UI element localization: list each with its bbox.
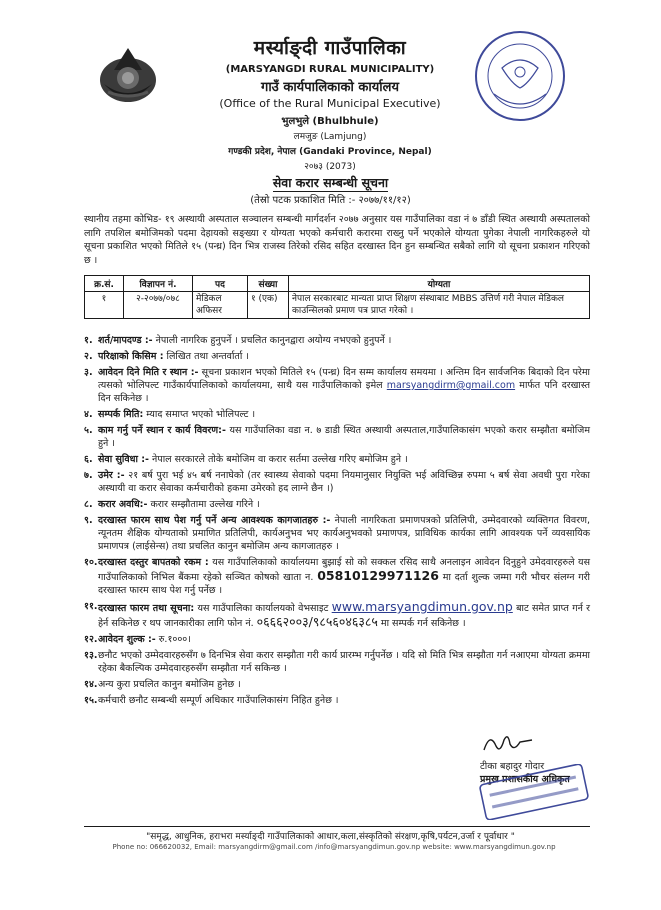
table-row: [85, 292, 590, 319]
item-number: ४.: [84, 409, 93, 420]
email-link[interactable]: marsyangdirm@gmail.com: [386, 380, 516, 391]
item-number: २.: [84, 351, 93, 362]
list-item: [84, 514, 590, 553]
notice-title: [0, 174, 661, 191]
item-label: आवेदन शुल्क :-: [98, 634, 156, 645]
item-number: १.: [84, 335, 93, 346]
item-number: १५.: [84, 695, 98, 706]
phone-number: ०६६६२००३/९८५६०४६३८५: [256, 614, 378, 629]
footer-divider: [84, 826, 590, 827]
footer-contact: Phone no: 066620032, Email: marsyangdirm@gmail.com /info@marsyangdimun.gov.np website: www.marsyangdimun.gov.np: [112, 843, 556, 851]
list-item: [84, 453, 590, 466]
item-label: सम्पर्क मिति:: [98, 409, 144, 420]
bank-account-number: 05810129971126: [317, 568, 439, 583]
table-cell-post: मेडिकल अफिसर: [193, 292, 248, 319]
notice-title-text: सेवा करार सम्बन्धी सूचना: [272, 175, 389, 190]
item-text: छनौट भएको उम्मेदवारहरुसँग ७ दिनभित्र सेवा करार सम्झौता गरी कार्य प्रारम्भ गर्नुपर्नेछ । यदि सो मिति भित्र सम्झौता गर्न नआएमा योग्यता क्रममा रहेका बैकल्पिक उम्मेदवारहरुसँग सम्झौता गर्न सकिन्छ ।: [98, 650, 590, 674]
item-label: काम गर्नु पर्ने स्थान र कार्य विवरण:-: [98, 425, 226, 436]
item-text: यस गाउँपालिका कार्यालयको वेभसाइट: [194, 603, 329, 614]
list-item: [84, 694, 590, 707]
item-number: ६.: [84, 454, 93, 465]
item-text-after: मा दर्ता शुल्क जम्मा गरी भौचर संलग्न गरी दरखास्त फारम साथ पेश गर्नु पर्नेछ ।: [98, 572, 590, 596]
signatory-title: प्रमुख प्रशासकीय अधिकृत: [480, 774, 570, 785]
table-cell-count: १ (एक): [248, 292, 289, 319]
list-item: [84, 366, 590, 405]
vacancy-table: [84, 275, 590, 319]
item-number: ८.: [84, 499, 93, 510]
office-name-np: गाउँ कार्यपालिकाको कार्यालय: [261, 80, 399, 95]
item-text: यस गाउँपालिका वडा न. ७ डाडी स्थित अस्थायी अस्पताल,गाउँपालिकासंग भएको करार सम्झौता बमोजिम हुने ।: [98, 425, 590, 449]
district-name: लमजुङ (Lamjung): [293, 132, 367, 142]
item-label: दरखास्त फारम साथ पेश गर्नु पर्ने अन्य आवश्यक कागजातहरु :-: [98, 515, 331, 526]
list-item: [84, 350, 590, 363]
table-header-post: पद: [193, 276, 248, 292]
list-item: [84, 334, 590, 347]
item-text: नेपाली नागरिक हुनुपर्ने । प्रचलित कानुनद्वारा अयोग्य नभएको हुनुपर्ने ।: [152, 335, 392, 346]
footer-slogan: "समृद्ध, आधुनिक, हराभरा मर्स्याङ्दी गाउँपालिकाको आधार,कला,संस्कृतिको संरक्षण,कृषि,पर्यटन,उर्जा र पूर्वाधार ": [146, 832, 515, 842]
item-number: १२.: [84, 634, 98, 645]
item-number: १३.: [84, 650, 98, 661]
item-text: अन्य कुरा प्रचलित कानुन बमोजिम हुनेछ ।: [98, 679, 241, 690]
table-header-adv-no: विज्ञापन नं.: [124, 276, 193, 292]
item-text: २१ बर्ष पुरा भई ४५ बर्ष ननाघेको (तर स्वास्थ्य सेवाको पदमा नियमानुसार नियुक्ति भई अविच्छिन्न रुपमा ५ बर्ष सेवा अवधी पुरा गरेका अस्थायी वा करार सेवाका कर्मचारीको हकमा उमेरको हद लाग्ने छैन ।): [98, 470, 590, 494]
list-item: [84, 633, 590, 646]
item-number: ५.: [84, 425, 93, 436]
item-label: दरखास्त दस्तुर बापतको रकम :: [98, 557, 209, 568]
table-cell-sn: १: [85, 292, 124, 319]
list-item: [84, 678, 590, 691]
item-label: उमेर :-: [98, 470, 125, 481]
table-cell-qualification: नेपाल सरकारबाट मान्यता प्राप्त शिक्षण संस्थाबाट MBBS उत्तिर्ण गरी नेपाल मेडिकल काउन्सिलको प्रमाण पत्र प्राप्त गरेको ।: [289, 292, 590, 319]
list-item: [84, 424, 590, 450]
list-item: [84, 408, 590, 421]
item-text: सूचना प्रकाशन भएको मितिले १५ (पन्ध्र) दिन सम्म कार्यालय समयमा । अन्तिम दिन सार्वजनिक बिदाको दिन परेमा त्यसको भोलिपल्ट गाउँकार्यपालिकाको कार्यालयमा, साथै यस गाउँपालिकाको इमेल: [98, 367, 591, 391]
municipality-name-np: मर्स्याङ्दी गाउँपालिका: [253, 37, 407, 59]
item-number: ३.: [84, 367, 93, 378]
table-header-row: [85, 276, 590, 292]
municipality-name-en: (MARSYANGDI RURAL MUNICIPALITY): [225, 64, 435, 75]
table-header-sn: क्र.सं.: [85, 276, 124, 292]
table-header-count: संख्या: [248, 276, 289, 292]
notice-items: [84, 334, 590, 710]
item-label: परिक्षाको किसिम :: [98, 351, 164, 362]
item-text-after: बाट समेत प्राप्त गर्न र हेर्न सकिनेछ र थप जानकारीका लागि फोन नं.: [98, 603, 590, 629]
item-text: कर्मचारी छनौट सम्बन्धी सम्पूर्ण अधिकार गाउँपालिकासंग निहित हुनेछ ।: [98, 695, 339, 706]
province-name: गण्डकी प्रदेश, नेपाल (Gandaki Province, Nepal): [228, 147, 432, 157]
item-number: १४.: [84, 679, 98, 690]
item-number: ७.: [84, 470, 93, 481]
website-link[interactable]: www.marsyangdimun.gov.np: [331, 599, 513, 614]
list-item: [84, 600, 590, 630]
place-name: भुलभुले (Bhulbhule): [281, 116, 379, 127]
item-label: आवेदन दिने मिति र स्थान :-: [98, 367, 199, 378]
item-label: दरखास्त फारम तथा सूचना:: [98, 603, 195, 614]
officer-stamp-icon: [474, 764, 594, 820]
list-item: [84, 649, 590, 675]
item-number: १०.: [84, 557, 98, 568]
item-number: ९.: [84, 515, 93, 526]
item-text: नेपाली नागरिकता प्रमाणपत्रको प्रतिलिपी, उम्मेदवारको व्यक्तिगत विवरण, न्यूनतम शैक्षिक योग्यताको प्रमाणित प्रतिलिपी, कार्यअनुभव भए कार्यअनुभवको प्रमाणपत्र, प्राविधिक कार्यका लागि आवश्यक पर्ने व्यवसायिक प्रमाणपत्र (लाईसेन्स) तथा प्रचलित कानुन बमोजिम अन्य कागजातहरु ।: [98, 515, 590, 552]
item-text-after2: मा सम्पर्क गर्न सकिनेछ ।: [377, 618, 466, 629]
signatory-name: टीका बहादुर गोदार: [480, 761, 545, 772]
notice-subtitle: (तेस्रो पटक प्रकाशित मिति :- २०७७/११/१२): [250, 195, 411, 206]
item-label: करार अवधि:-: [98, 499, 148, 510]
letterhead: [160, 34, 500, 172]
item-number: ११.: [84, 601, 98, 612]
item-text: लिखित तथा अन्तर्वार्ता ।: [163, 351, 249, 362]
table-cell-adv-no: २-२०७७/०७८: [124, 292, 193, 319]
item-label: शर्त/मापदण्ड :-: [98, 335, 153, 346]
list-item: [84, 556, 590, 597]
item-text: यस गाउँपालिकाको कार्यालयमा बुझाई सो को सक्कल रसिद साथै अनलाइन आवेदन दिनुहुने उमेदवारहरुले यस गाउँपालिकाको निभिल बैंकमा रहेको सञ्चित कोषको खाता न.: [98, 557, 590, 583]
nepal-emblem-icon: [94, 40, 162, 106]
item-text-after: मार्फत पनि दरखास्त दिन सकिनेछ ।: [98, 380, 590, 404]
item-label: सेवा सुविधा :-: [98, 454, 149, 465]
item-text: करार सम्झौतामा उल्लेख गरिने ।: [147, 499, 260, 510]
item-text: म्याद समाप्त भएको भोलिपल्ट ।: [143, 409, 256, 420]
list-item: [84, 498, 590, 511]
table-header-qualification: योग्यता: [289, 276, 590, 292]
list-item: [84, 469, 590, 495]
notice-intro: स्थानीय तहमा कोभिड- १९ अस्थायी अस्पताल सञ्चालन सम्बन्धी मार्गदर्शन २०७७ अनुसार यस गाउँपालिका वडा नं ७ डाँडी स्थित अस्थायी अस्पतालको लागि तपशिल बमोजिमको पदमा देहायको सङ्ख्या र योग्यता भएको कर्मचारी करारमा राख्नु पर्ने भएकोले योग्यता पुगेका नेपाली नागरिकहरुले यो सूचना प्रकाशित भएको मितिले १५ (पन्ध्र) दिन भित्र राजस्व तिरेको रसिद सहित दरखास्त दिन हुन सम्बन्धित सबैको लागि यो सूचना प्रकाशन गरिएको छ ।: [84, 214, 590, 266]
established-year: २०७३ (2073): [304, 162, 356, 172]
signature-icon: [480, 730, 540, 756]
office-name-en: (Office of the Rural Municipal Executive): [219, 97, 441, 110]
item-text: नेपाल सरकारले तोके बमोजिम वा करार सर्तमा उल्लेख गरिए बमोजिम हुने ।: [149, 454, 408, 465]
item-text: रु.१०००।: [155, 634, 191, 645]
